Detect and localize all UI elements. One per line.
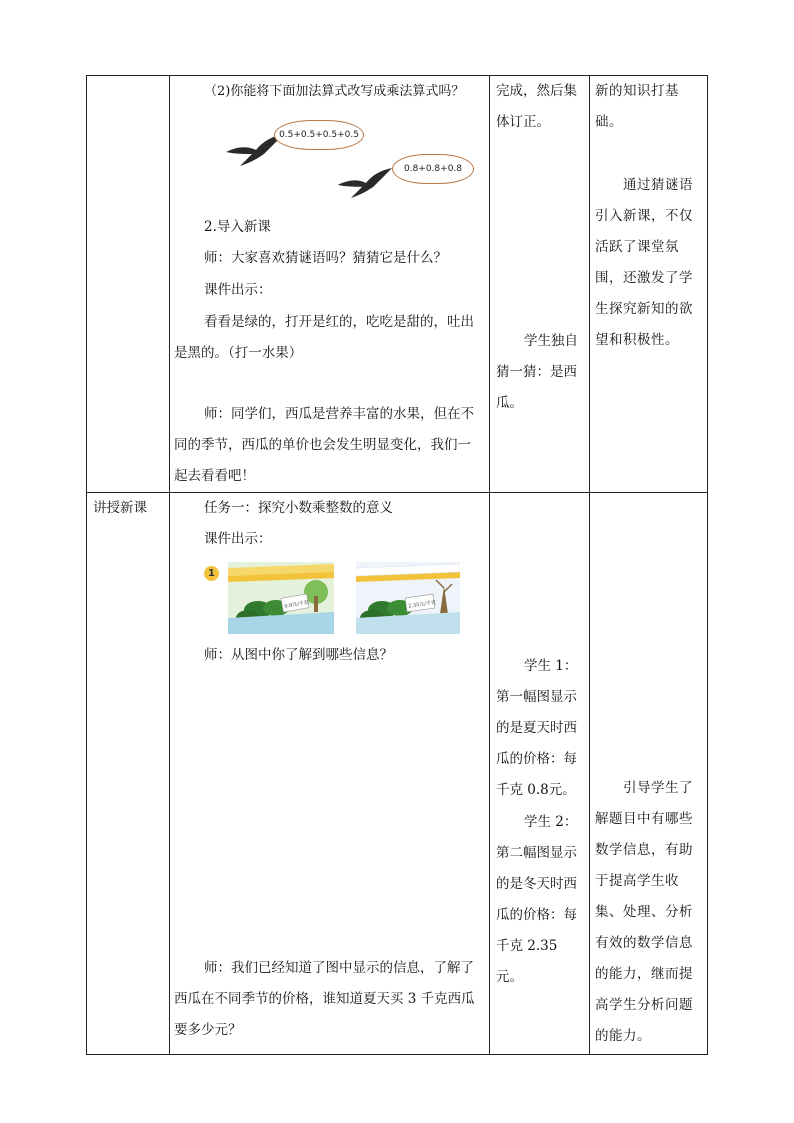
stage-label: 讲授新课 [93,500,147,516]
riddle-text: 看看是绿的，打开是红的，吃吃是甜的，吐出是黑的。（打一水果） [174,314,474,361]
courseware-label: 课件出示： [204,531,272,547]
design-intent-riddle: 通过猜谜语引入新课，不仅活跃了课堂氛围，还激发了学生探究新知的欲望和积极性。 [595,177,693,348]
courseware-label: 课件出示： [204,282,272,298]
swallow-icon [336,166,394,200]
example-number-badge [204,566,219,581]
summer-price-sign: 0.8元/千克 [283,599,310,610]
design-intent-guide: 引导学生了解题目中有哪些数学信息，有助于提高学生收集、处理、分析有效的数学信息的能力，继而提高学生分析问题的能力。 [595,780,693,1044]
table-right-border [707,75,708,1055]
table-bottom-border [86,1054,708,1055]
teacher-summer-question: 师：我们已经知道了图中显示的信息，了解了西瓜在不同季节的价格，谁知道夏天买 3 千克西瓜要多少元？ [174,960,475,1038]
student-2-answer: 学生 2：第二幅图显示的是冬天时西瓜的价格：每千克 2.35元。 [496,814,578,985]
student-guess-text: 学生独自猜一猜：是西瓜。 [496,333,578,411]
design-intent-foundation: 新的知识打基础。 [595,83,679,130]
teacher-riddle-question: 师：大家喜欢猜谜语吗？猜猜它是什么？ [204,250,447,266]
winter-price-sign: 2.35元/千克 [407,599,437,610]
column-divider-1 [169,75,170,1055]
task-heading: 任务一：探究小数乘整数的意义 [204,500,393,516]
expression-2: 0.8+0.8+0.8 [403,164,463,174]
student-1-answer: 学生 1：第一幅图显示的是夏天时西瓜的价格：每千克 0.8元。 [496,658,578,798]
expression-cloud-1 [274,120,364,150]
section-heading-intro: 2.导入新课 [204,219,271,235]
example-number: 1 [208,568,215,579]
table-left-border [86,75,87,1055]
expression-cloud-2 [392,154,474,184]
teacher-watermelon-intro: 师：同学们，西瓜是营养丰富的水果，但在不同的季节，西瓜的单价也会发生明显变化，我们一起去看看吧！ [174,406,474,484]
student-complete-text: 完成，然后集体订正。 [496,83,577,130]
column-divider-3 [589,75,590,1055]
summer-watermelon-stall-image [228,562,334,634]
column-divider-2 [489,75,490,1055]
expression-1: 0.5+0.5+0.5+0.5 [279,130,359,140]
winter-watermelon-stall-image [356,562,460,634]
addition-to-multiplication-question: （2)你能将下面加法算式改写成乘法算式吗？ [204,84,465,99]
teacher-info-question: 师：从图中你了解到哪些信息？ [204,647,393,663]
